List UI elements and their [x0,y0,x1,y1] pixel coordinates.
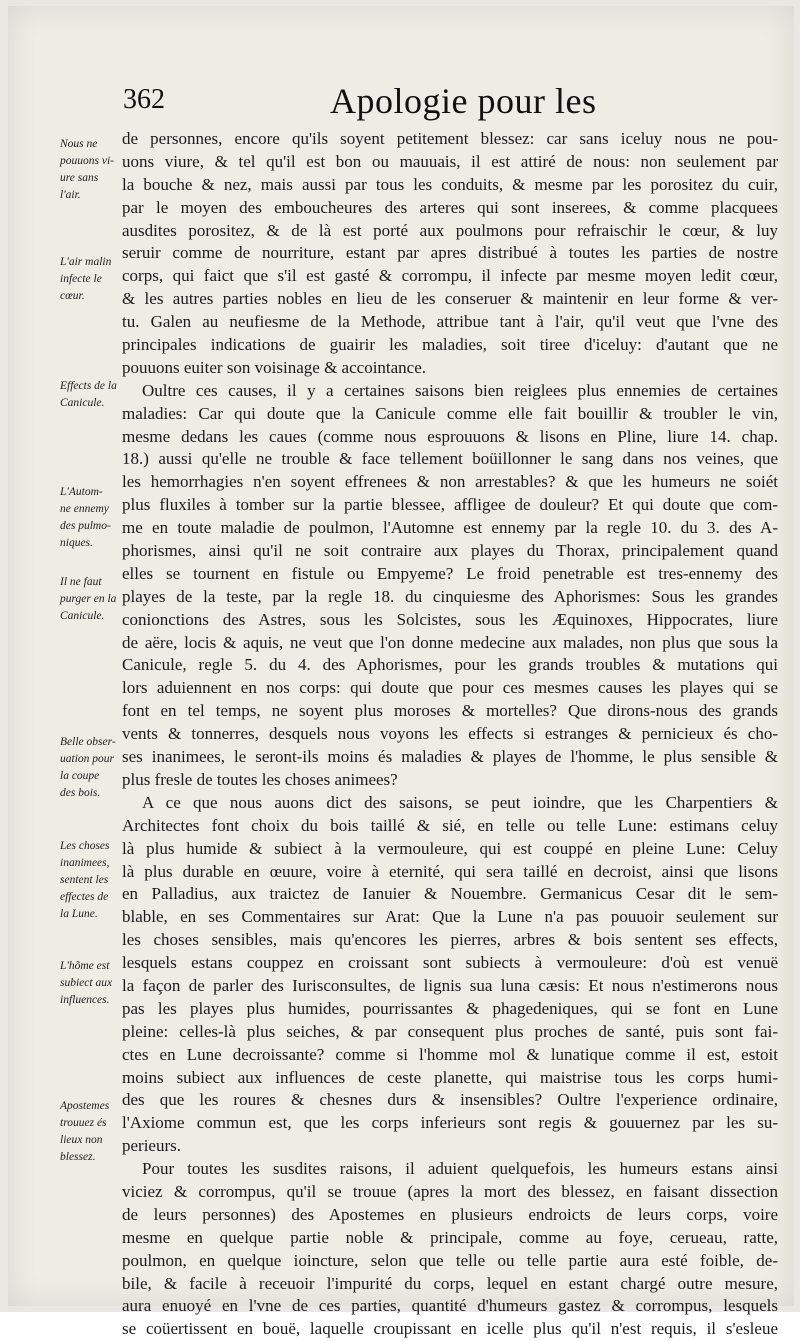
text-line: phorismes, ainsi qu'il ne soit contraire aux playes du Thorax, principalement quand [122,541,778,561]
text-line: ausdites porositez, & de là est porté aux poulmons pour refraischir le cœur, & luy [122,220,778,240]
text-line: de personnes, encore qu'ils soyent petitement blessez: car sans iceluy nous ne pou- [122,129,778,148]
page-number: 362 [123,84,165,115]
text-line: pas les playes plus humides, pourrissantes & phagedeniques, qui se font en Lune [122,998,778,1018]
text-line: bile, & facile à receuoir l'impurité du corps, lequel en estant chargé outre mesure, [122,1273,778,1293]
text-line: seruir comme de nourriture, estant par apres distribué à toutes les parties de nostre [122,243,778,263]
text-line: Canicule, regle 5. du 4. des Aphorismes, pour les grands troubles & mutations qui [122,655,778,675]
text-line: la façon de parler des Iurisconsultes, de lignis sua luna cæsis: Et nous n'estimerons nous [122,975,778,995]
text-line: de leurs personnes) des Apostemes en plusieurs endroicts de leurs corps, voire [122,1204,778,1224]
text-line: perieurs. [122,1136,182,1156]
text-line: moins subiect aux influences de ceste planette, qui maistrise tous les corps humi- [122,1067,778,1087]
text-line: uons viure, & tel qu'il est bon ou mauuais, il est attiré de nous: non seulement par [122,151,778,171]
margin-note: Effects de la Canicule. [60,380,117,409]
text-line: Oultre ces causes, il y a certaines saisons bien reiglees plus ennemies de certaines [142,380,778,400]
text-line: des que les roures & chesnes durs & insensibles? Oultre l'experience ordinaire, [122,1090,778,1110]
text-line: & les autres parties nobles en lieu de les conseruer & maintenir en leur forme & ver- [122,289,778,309]
text-line: ses inanimees, le seront-ils moins és maladies & playes de l'homme, le plus sensible & [122,747,778,767]
margin-note: L'hõme est subiect aux influences. [60,960,113,1006]
text-line: playes de la teste, par la regle 18. du cinquiesme des Aphorismes: Sous les grandes [122,586,778,606]
text-line: elles se tournent en fistule ou Empyeme? Le froid penetrable est tres-ennemy des [122,563,778,583]
text-line: blable, en ses Commentaires sur Arat: Que la Lune n'a pas pouuoir seulement sur [122,907,778,927]
text-line: maladies: Car qui doute que la Canicule comme elle fait bouillir & troubler le vin, [122,403,778,423]
text-line: pouuons euiter son voisinage & accointance. [122,357,427,377]
text-line: là plus durable en œuure, voire à eternité, qui sera taillé en decroist, ainsi que lisons [122,861,778,881]
margin-note: Belle obser- uation pour la coupe des bois. [60,736,116,799]
text-line: 18.) aussi qu'elle ne trouble & face tellement boüillonner le sang dans nos veines, que [122,449,778,469]
text-line: principales indications de guairir les maladies, soit tiree d'iceluy: d'autant que ne [122,335,778,355]
text-line: me en toute maladie de poulmon, l'Automne est ennemy par la regle 10. du 3. des A- [122,518,778,538]
text-line: mesme dedans les caues (comme nous esprouuons & lisons en Pline, liure 14. chap. [122,426,778,446]
text-line: viciez & corrompus, qu'il se trouue (apres la mort des blessez, en faisant dissection [122,1181,778,1201]
text-line: par le moyen des emboucheures des arteres qui sont inserees, & comme placquees [122,197,778,217]
text-line: lors aduiennent en nos corps: qui doute que pour ces mesmes causes les playes qui se [122,678,778,698]
text-line: les choses sensibles, mais qu'encores les pierres, arbres & bois sentent ses effects, [122,930,778,950]
text-line: Pour toutes les susdites raisons, il aduient quelquefois, les humeurs estans ainsi [142,1159,778,1179]
margin-note: L'Autom- ne ennemy des pulmo- niques. [60,486,111,549]
text-line: vents & tonnerres, desquels nous voyons les effects si estranges & pernicieux és cho- [122,724,778,744]
text-line: corps, qui faict que s'il est gasté & corrompu, il infecte par mesme moyen ledit cœur, [122,266,778,286]
text-line: tu. Galen au neufiesme de la Methode, attribue tant à l'air, qu'il veut que l'vne des [122,312,778,332]
text-line: plus fresle de toutes les choses animees? [122,769,398,789]
body-text [122,128,778,1341]
text-line: font en tel temps, ne soyent plus moroses & mortelles? Que dirons-nous des grands [122,701,778,721]
text-line: ctes en Lune decroissante? comme si l'homme mol & lunatique comme il est, estoit [122,1044,778,1064]
margin-note: Il ne faut purger en la Canicule. [60,576,117,622]
text-line: là plus humide & subiect à la vermouleure, qui est couppé en pleine Lune: Celuy [122,838,778,858]
text-line: plus fluxiles à tomber sur la partie blessee, affligee de douleur? Et qui doute que com- [122,495,778,515]
text-line: se coüertissent en bouë, laquelle croupissant en icelle plus qu'il n'est requis, il s'esleue [122,1319,778,1339]
text-line: mesme en quelque partie noble & principale, comme au foye, cerueau, ratte, [122,1227,778,1247]
text-line: de aëre, locis & aquis, ne veut que l'on donne medecine aux malades, non plus que sous la [122,632,778,652]
margin-note: L'air malin infecte le cœur. [60,256,112,302]
margin-note: Nous ne pouuons vi- ure sans l'air. [60,138,114,201]
text-line: A ce que nous auons dict des saisons, se peut ioindre, que les Charpentiers & [142,792,778,812]
text-line: pleine: celles-là plus seiches, & par consequent plus proches de santé, puis sont fai- [122,1021,778,1041]
text-line: en Palladius, aux traictez de Ianuier & Nouembre. Germanicus Cesar dit le sem- [122,884,778,904]
text-line: la bouche & nez, mais aussi par tous les conduits, & mesme par les porositez du cuir, [122,174,778,194]
text-line: les hemorrhagies n'en soyent effrenees & non arrestables? & que les humeurs ne soiét [122,472,778,492]
text-line: l'Axiome commun est, que les corps inferieurs sont regis & gouuernez par les su- [122,1113,778,1133]
margin-note: Apostemes trouuez és lieux non blessez. [60,1100,110,1163]
text-line: Architectes font choix du bois taillé & sié, en telle ou telle Lune: estimans celuy [122,815,778,835]
text-line: conionctions des Astres, sous les Solcistes, sous les Æquinoxes, Hippocrates, liure [122,609,778,629]
text-line: lesquels estans couppez en croissant sont subiects à vermouleure: d'où est venuë [122,953,778,973]
text-line: poulmon, en quelque ioincture, selon que telle ou telle partie aura esté foible, de- [122,1250,778,1270]
margin-note: Les choses inanimees, sentent les effectes de la Lune. [60,840,110,920]
running-title: Apologie pour les [330,81,597,121]
text-line: aura enuoyé en l'vne de ces parties, quantité d'humeurs gastez & corrompus, lesquels [122,1296,778,1316]
